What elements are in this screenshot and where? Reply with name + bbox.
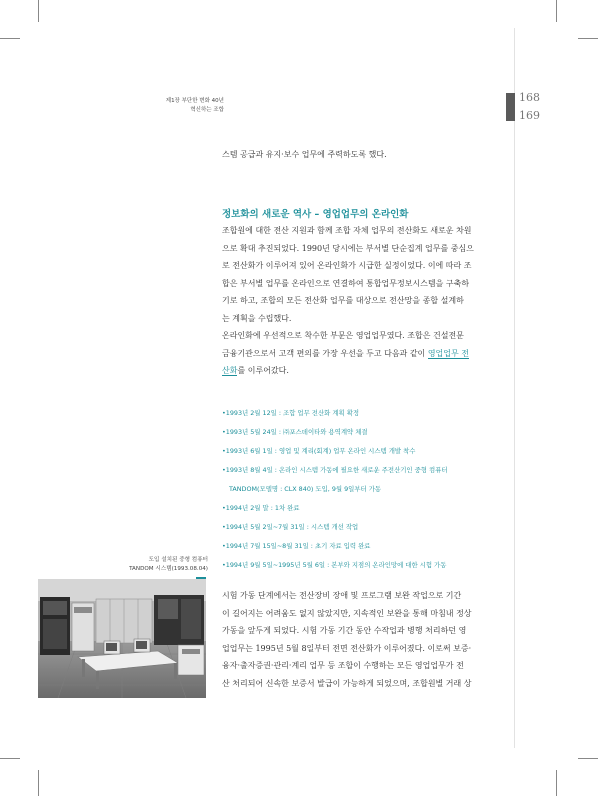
chapter-line: 제1장 부단한 변화 40년 [165,98,224,104]
crop-mark [0,38,20,39]
text-line: 로 전산화가 이루어져 있어 온라인화가 시급한 실정이었다. 이에 따라 조 [222,261,472,270]
text-line: 산 처리되어 신속한 보증서 발급이 가능하게 되었으며, 조합원별 거래 상 [222,678,472,688]
timeline-item: •1993년 2월 12일 : 조합 업무 전산화 계획 확정 [222,409,360,417]
timeline-list [222,404,507,575]
timeline-item: •1994년 7월 15일~8월 31일 : 초기 자료 입력 완료 [222,542,371,550]
paragraph-3 [222,587,507,692]
crop-mark [38,770,39,796]
highlight-link: 산화 [222,366,238,375]
highlight-link: 영업업무 전 [427,348,470,358]
timeline-item: •1993년 6월 1일 : 영업 및 계리(회계) 업무 온라인 시스템 개발 착수 [222,447,416,455]
text-line: 가동을 앞두게 되었다. 시험 가동 기간 동안 수작업과 병행 처리하던 영 [222,626,467,635]
crop-mark [556,0,557,22]
text-line: 시험 가동 단계에서는 전산장비 장애 및 프로그램 보완 작업으로 기간 [222,591,462,600]
timeline-item: TANDOM(모델명 : CLX 840) 도입, 9월 9일부터 가동 [229,485,382,493]
chapter-line: 혁신하는 조합 [190,107,224,113]
timeline-item: •1994년 2월 말 : 1차 완료 [222,504,300,512]
text-line: 으로 확대 추진되었다. 1990년 당시에는 부서별 단순집계 업무를 중심으 [222,243,474,253]
crop-mark [556,770,557,796]
crop-mark [578,38,598,39]
text-line: 이 길어지는 어려움도 없지 않았지만, 지속적인 보완을 통해 마침내 정상 [222,608,472,618]
page-number-left: 168 [519,91,540,104]
text-line: 온라인화에 우선적으로 착수한 부문은 영업업무였다. 조합은 건설전문 [222,331,464,340]
caption-line: 도입 설치된 중형 컴퓨터 [148,557,208,563]
photo-caption [112,556,208,574]
crop-mark [578,758,598,759]
caption-line: TANDOM 시스템(1993.08.04) [129,566,208,572]
section-heading: 정보화의 새로운 역사 – 영업업무의 온라인화 [222,209,409,220]
text-line: 업업무는 1995년 5월 8일부터 전면 전산화가 이루어졌다. 이로써 보증· [222,643,472,653]
crop-mark [0,758,20,759]
intro-line: 스템 공급과 유지·보수 업무에 주력하도록 했다. [222,150,387,159]
text-line: 금융기관으로서 고객 편의를 가장 우선을 두고 다음과 같이 영업업무 전 [222,348,470,358]
text-line: 산화를 이루어갔다. [222,366,289,375]
text-line: 융자·출자증권·관리·계리 업무 등 조합이 수행하는 모든 영업업무가 전 [222,661,464,670]
text-line: 기로 하고, 조합의 모든 전산화 업무를 대상으로 전산망을 종합 설계하 [222,296,464,305]
text-line: 조합원에 대한 전산 지원과 함께 조합 자체 업무의 전산화도 새로운 차원 [222,226,472,235]
right-margin-rule [514,28,515,748]
page-number-right: 169 [519,109,540,122]
timeline-item: •1993년 8월 4일 : 온라인 시스템 가동에 필요한 새로운 주전산기인 중형 컴퓨터 [222,466,448,474]
crop-mark [38,0,39,22]
paragraph-1 [222,222,507,380]
page-number-bar [506,93,515,121]
text-line: 는 계획을 수립했다. [222,313,292,323]
timeline-item: •1993년 5월 24일 : ㈜포스데이타와 용역계약 체결 [222,428,368,436]
timeline-item: •1994년 9월 5일~1995년 5월 6일 : 본부와 지점의 온라인망에 대한 시험 가동 [222,561,447,569]
timeline-item: •1994년 5월 2일~7월 31일 : 시스템 개선 작업 [222,523,359,531]
text-line: 합은 부서별 업무를 온라인으로 연결하여 통합업무정보시스템을 구축하 [222,278,470,288]
chapter-caption [104,97,224,115]
computer-room-photo [38,579,206,698]
